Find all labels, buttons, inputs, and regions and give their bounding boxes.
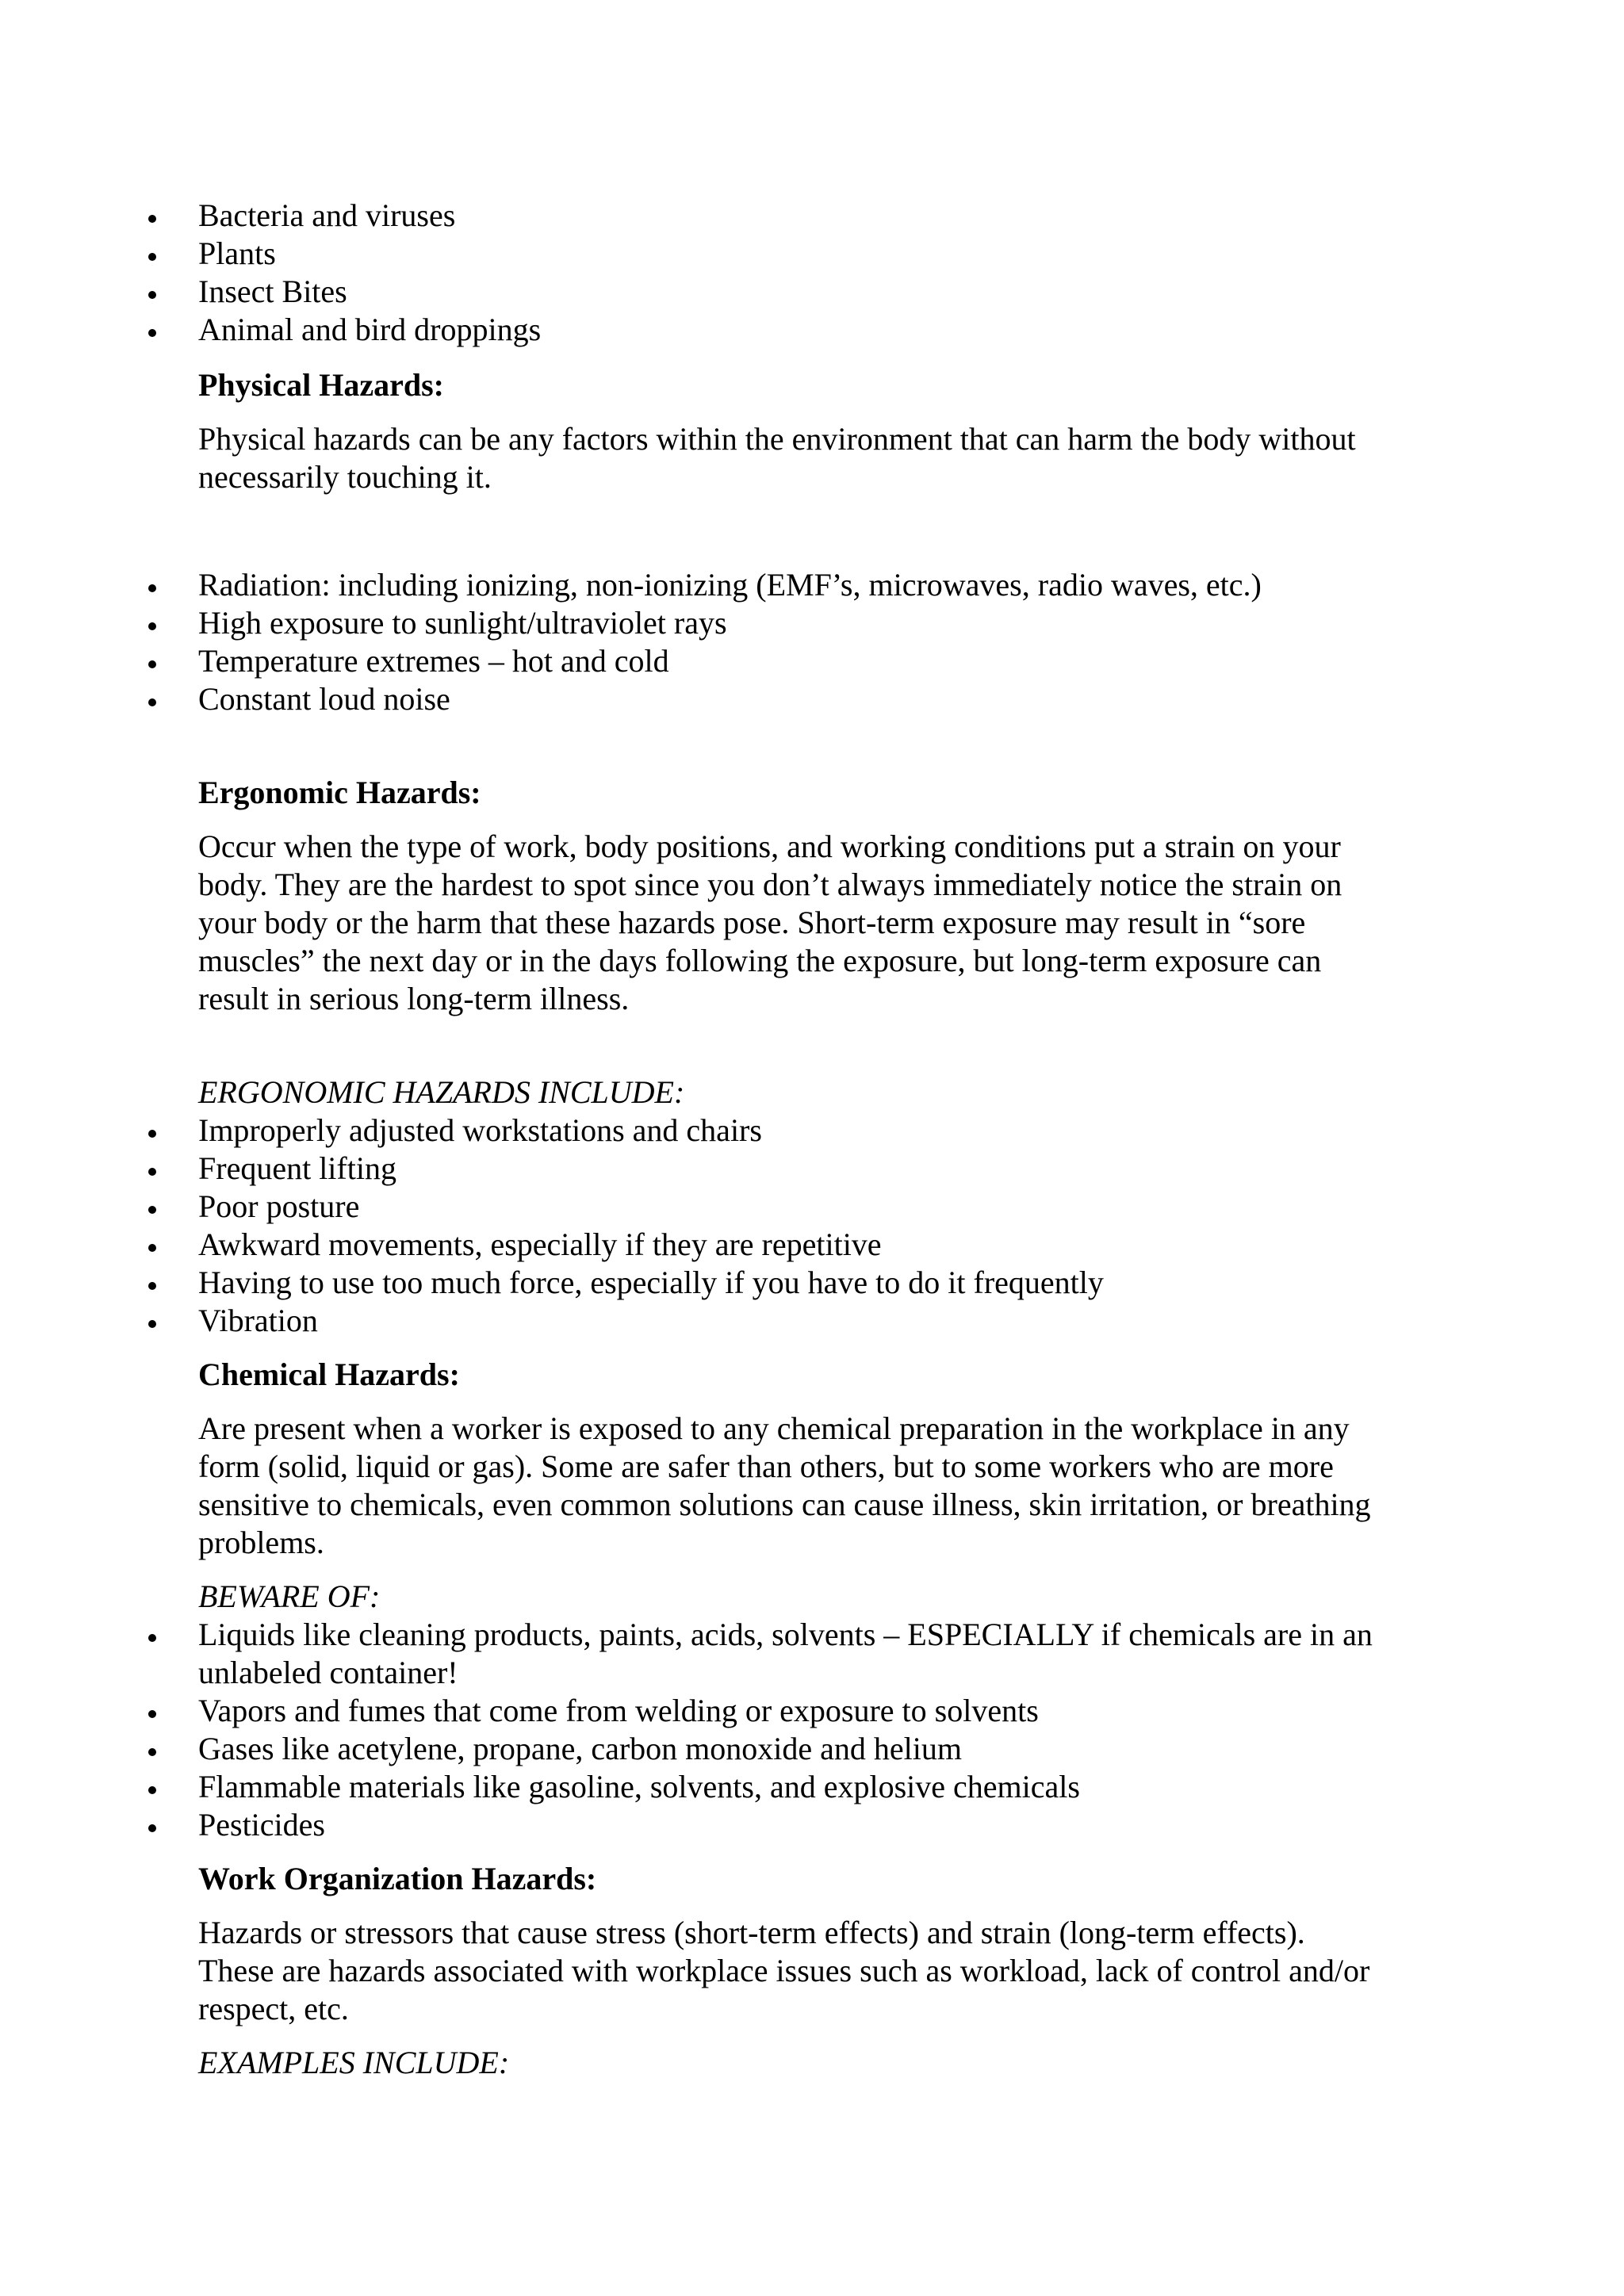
bullet-icon <box>148 584 156 592</box>
section-heading: Physical Hazards: <box>198 367 444 403</box>
bullet-icon <box>148 291 156 299</box>
list-item: Having to use too much force, especially if you have to do it frequently <box>198 1265 1104 1300</box>
list-item: Improperly adjusted workstations and chairs <box>198 1112 762 1148</box>
paragraph-line: result in serious long-term illness. <box>198 981 630 1016</box>
bullet-icon <box>148 622 156 630</box>
paragraph-line: muscles” the next day or in the days following the exposure, but long-term exposure can <box>198 943 1322 978</box>
bullet-icon <box>148 1786 156 1794</box>
list-item: Liquids like cleaning products, paints, acids, solvents – ESPECIALLY if chemicals are in an <box>198 1617 1373 1652</box>
section-heading: Work Organization Hazards: <box>198 1861 597 1896</box>
bullet-icon <box>148 1634 156 1642</box>
list-item: Flammable materials like gasoline, solvents, and explosive chemicals <box>198 1769 1080 1804</box>
list-item: Pesticides <box>198 1807 325 1843</box>
bullet-icon <box>148 698 156 706</box>
list-item: Temperature extremes – hot and cold <box>198 643 669 679</box>
list-item: Radiation: including ionizing, non-ionizing (EMF’s, microwaves, radio waves, etc.) <box>198 567 1262 603</box>
bullet-icon <box>148 1168 156 1176</box>
list-item: Vapors and fumes that come from welding or exposure to solvents <box>198 1693 1039 1728</box>
list-item: Vibration <box>198 1303 318 1338</box>
paragraph-line: Are present when a worker is exposed to any chemical preparation in the workplace in any <box>198 1410 1350 1446</box>
bullet-icon <box>148 1320 156 1328</box>
subheading: EXAMPLES INCLUDE: <box>198 2045 510 2080</box>
list-item: Frequent lifting <box>198 1150 396 1186</box>
bullet-icon <box>148 1244 156 1252</box>
paragraph-line: form (solid, liquid or gas). Some are safer than others, but to some workers who are more <box>198 1448 1334 1484</box>
list-item: Constant loud noise <box>198 681 450 717</box>
list-item: Awkward movements, especially if they are repetitive <box>198 1226 882 1262</box>
bullet-icon <box>148 1282 156 1290</box>
list-item: Gases like acetylene, propane, carbon monoxide and helium <box>198 1731 962 1766</box>
paragraph-line: Occur when the type of work, body positions, and working conditions put a strain on your <box>198 828 1341 864</box>
paragraph-line: your body or the harm that these hazards pose. Short-term exposure may result in “sore <box>198 905 1306 940</box>
section-heading: Chemical Hazards: <box>198 1357 460 1392</box>
list-item: Poor posture <box>198 1188 360 1224</box>
bullet-icon <box>148 660 156 668</box>
bullet-icon <box>148 215 156 223</box>
bullet-icon <box>148 329 156 337</box>
list-item: Animal and bird droppings <box>198 312 542 347</box>
paragraph-line: necessarily touching it. <box>198 459 492 495</box>
paragraph-line: Hazards or stressors that cause stress (short-term effects) and strain (long-term effects). <box>198 1915 1305 1950</box>
paragraph-line: respect, etc. <box>198 1991 349 2026</box>
bullet-icon <box>148 1824 156 1832</box>
list-item: Plants <box>198 235 276 271</box>
list-item: Bacteria and viruses <box>198 197 456 233</box>
subheading: ERGONOMIC HAZARDS INCLUDE: <box>198 1074 685 1110</box>
bullet-icon <box>148 253 156 261</box>
bullet-icon <box>148 1206 156 1214</box>
bullet-icon <box>148 1710 156 1718</box>
paragraph-line: sensitive to chemicals, even common solutions can cause illness, skin irritation, or breathing <box>198 1487 1371 1522</box>
paragraph-line: Physical hazards can be any factors within the environment that can harm the body without <box>198 421 1356 457</box>
section-heading: Ergonomic Hazards: <box>198 775 481 810</box>
paragraph-line: These are hazards associated with workplace issues such as workload, lack of control and/or <box>198 1953 1370 1988</box>
paragraph-line: problems. <box>198 1525 324 1560</box>
list-item: Insect Bites <box>198 274 347 309</box>
bullet-icon <box>148 1130 156 1138</box>
list-item: High exposure to sunlight/ultraviolet rays <box>198 605 727 641</box>
bullet-icon <box>148 1748 156 1756</box>
list-item-continuation: unlabeled container! <box>198 1655 458 1690</box>
subheading: BEWARE OF: <box>198 1578 381 1614</box>
paragraph-line: body. They are the hardest to spot since you don’t always immediately notice the strain on <box>198 867 1342 902</box>
